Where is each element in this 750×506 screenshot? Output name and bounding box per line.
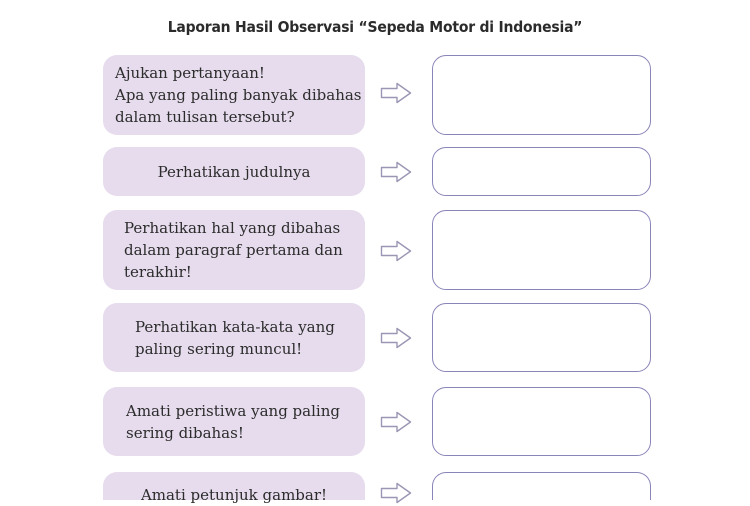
answer-box[interactable] (432, 210, 651, 290)
right-arrow-icon (380, 240, 412, 262)
step-text: Perhatikan judulnya (157, 162, 311, 181)
step-text: Perhatikan hal yang dibahas dalam paragraf pertama dan terakhir! (124, 219, 343, 281)
step-card (103, 55, 365, 135)
step-card (103, 303, 365, 372)
answer-box[interactable] (432, 303, 651, 372)
step-text: Perhatikan kata-kata yang paling sering muncul! (135, 317, 335, 358)
step-card (103, 210, 365, 290)
right-arrow-icon (380, 82, 412, 104)
answer-box[interactable] (432, 387, 651, 456)
right-arrow-icon (380, 161, 412, 183)
step-card (103, 147, 365, 196)
right-arrow-icon (380, 482, 412, 504)
right-arrow-icon (380, 411, 412, 433)
step-card (103, 387, 365, 456)
right-arrow-icon (380, 327, 412, 349)
step-text: Ajukan pertanyaan! Apa yang paling banyak dibahas dalam tulisan tersebut? (115, 64, 362, 126)
answer-box[interactable] (432, 472, 651, 500)
step-text: Amati petunjuk gambar! (140, 486, 328, 504)
step-text: Amati peristiwa yang paling sering dibahas! (126, 401, 340, 442)
step-card (103, 472, 365, 504)
answer-box[interactable] (432, 147, 651, 196)
page-title: Laporan Hasil Observasi “Sepeda Motor di Indonesia” (167, 18, 583, 36)
answer-box[interactable] (432, 55, 651, 135)
